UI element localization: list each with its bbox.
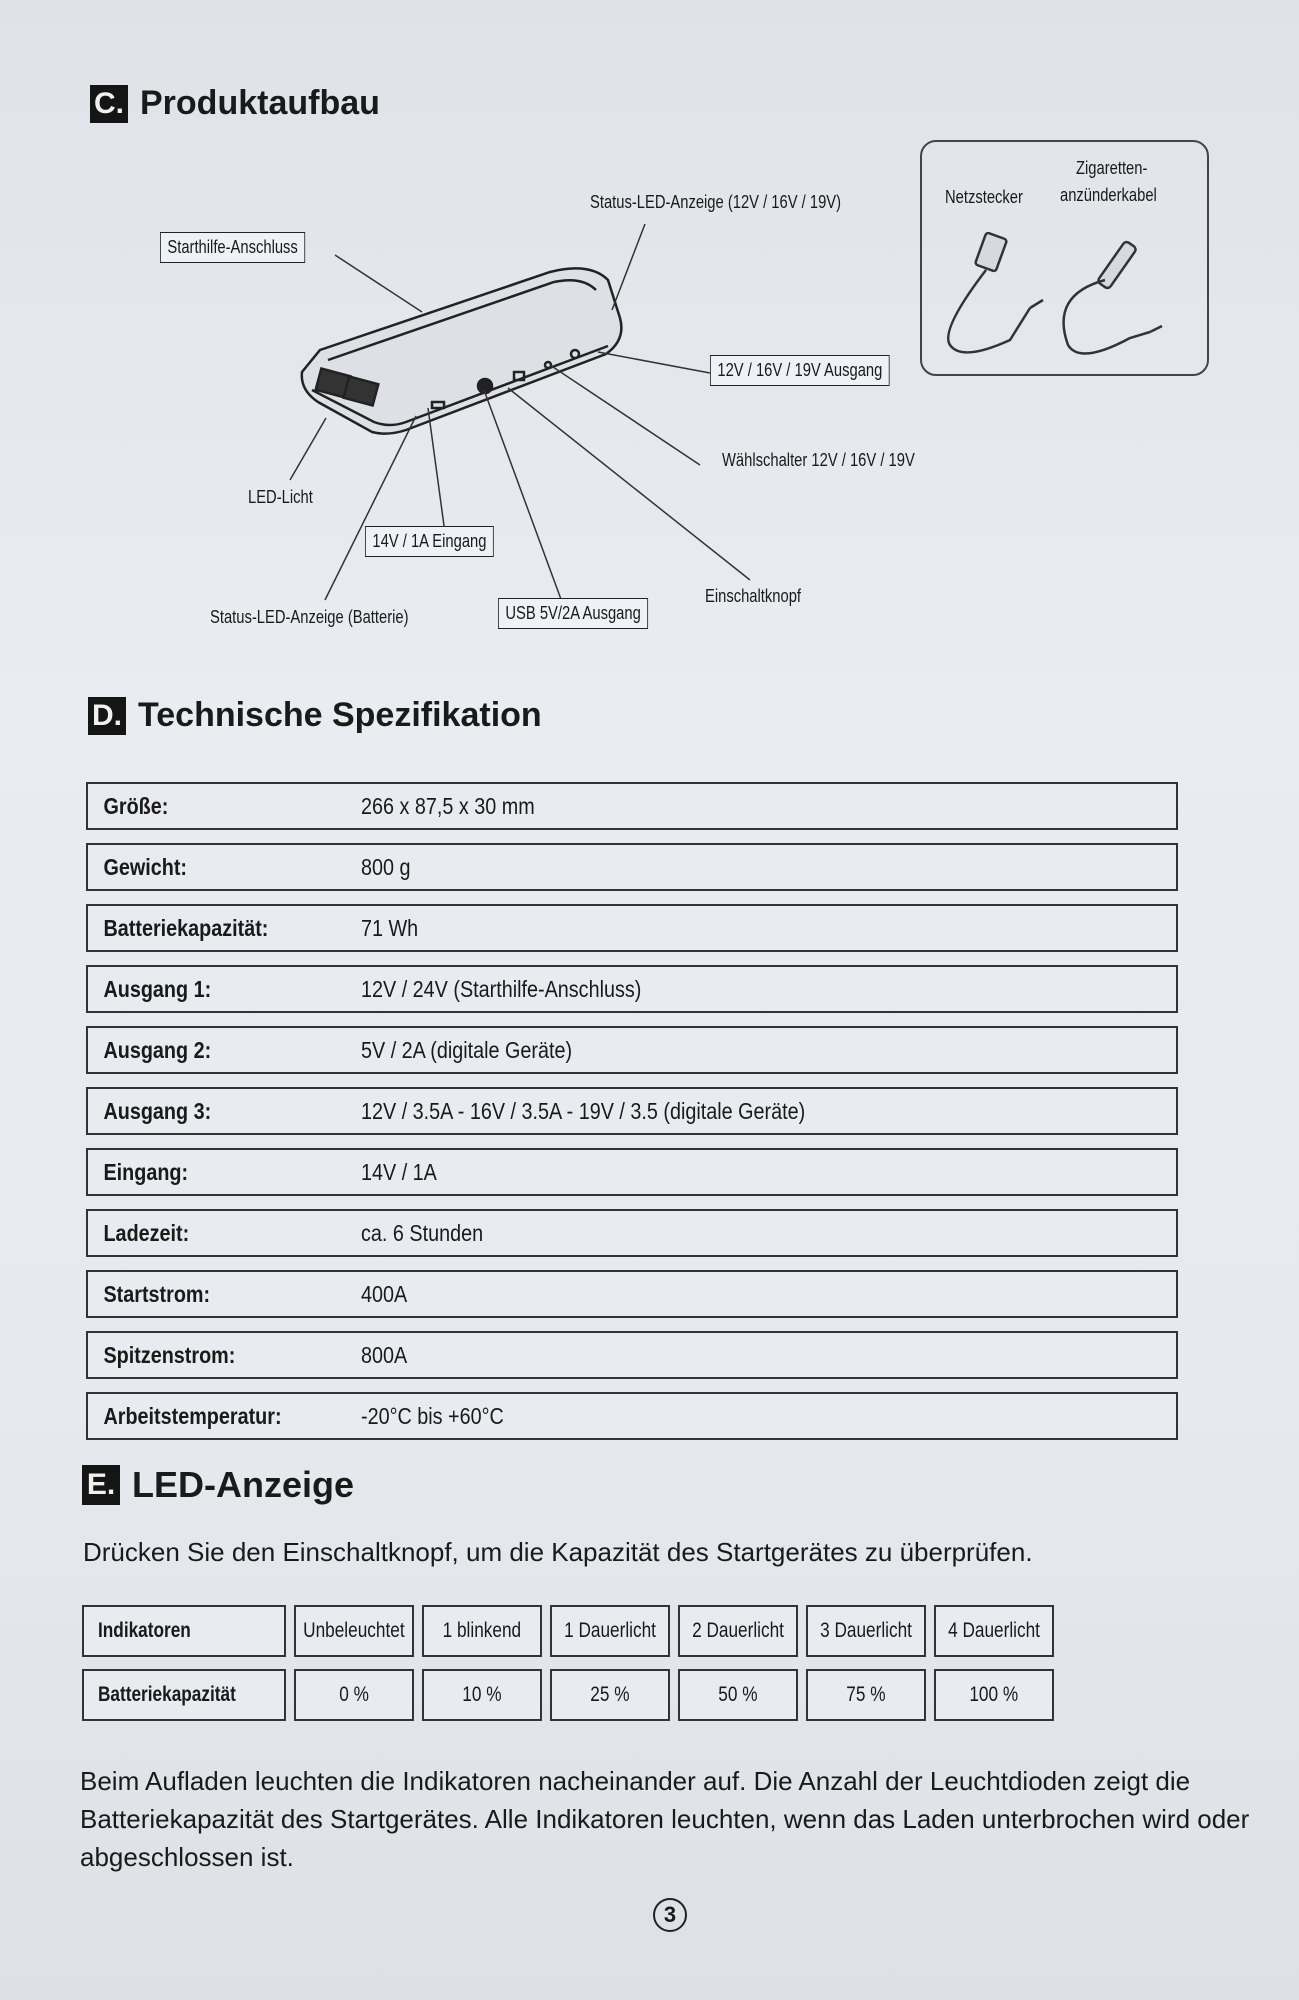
spec-key: Ausgang 2: <box>103 1036 212 1063</box>
section-c-letter: C. <box>90 85 128 123</box>
indicator-cell: Unbeleuchtet <box>294 1605 414 1657</box>
section-d-title: Technische Spezifikation <box>138 696 542 734</box>
section-e-letter: E. <box>82 1465 120 1505</box>
capacity-cell: 10 % <box>422 1669 542 1721</box>
spec-value: 400A <box>361 1280 408 1307</box>
section-d-heading <box>88 696 542 735</box>
spec-key: Größe: <box>103 792 169 819</box>
indicator-cell: 3 Dauerlicht <box>806 1605 926 1657</box>
section-d-letter: D. <box>88 697 126 735</box>
spec-key: Spitzenstrom: <box>103 1341 236 1368</box>
jump-starter-drawing <box>302 268 622 433</box>
label-input-14v: 14V / 1A Eingang <box>365 526 494 557</box>
spec-value: ca. 6 Stunden <box>361 1219 484 1246</box>
spec-key: Arbeitstemperatur: <box>103 1402 282 1429</box>
spec-row <box>86 1087 1178 1135</box>
indicator-cell: 1 blinkend <box>422 1605 542 1657</box>
capacity-cell: 50 % <box>678 1669 798 1721</box>
label-selector-switch: Wählschalter 12V / 16V / 19V <box>722 450 915 470</box>
spec-value: 266 x 87,5 x 30 mm <box>361 792 535 819</box>
label-led-light: LED-Licht <box>248 487 313 507</box>
label-starthilfe-anschluss: Starthilfe-Anschluss <box>160 232 305 263</box>
section-e-title: LED-Anzeige <box>132 1464 355 1505</box>
indicator-cell: 4 Dauerlicht <box>934 1605 1054 1657</box>
spec-key: Batteriekapazität: <box>103 914 269 941</box>
led-note-text: Beim Aufladen leuchten die Indikatoren nacheinander auf. Die Anzahl der Leuchtdioden zeigt die Batteriekapazität des Startgerätes. Alle Indikatoren leuchten, wenn das Laden unterbrochen wird oder abgeschlossen ist. <box>80 1766 1250 1872</box>
capacity-cell: 75 % <box>806 1669 926 1721</box>
capacity-cell: 0 % <box>294 1669 414 1721</box>
spec-row <box>86 1209 1178 1257</box>
led-table <box>82 1605 1062 1733</box>
spec-value: 12V / 3.5A - 16V / 3.5A - 19V / 3.5 (digitale Geräte) <box>361 1097 806 1124</box>
label-power-button: Einschaltknopf <box>705 586 802 606</box>
label-status-led-top: Status-LED-Anzeige (12V / 16V / 19V) <box>590 192 842 212</box>
spec-row <box>86 965 1178 1013</box>
spec-key: Ladezeit: <box>103 1219 190 1246</box>
section-c-title: Produktaufbau <box>140 84 380 122</box>
label-usb-output: USB 5V/2A Ausgang <box>498 598 648 629</box>
spec-row <box>86 904 1178 952</box>
spec-value: 14V / 1A <box>361 1158 437 1185</box>
spec-key: Startstrom: <box>103 1280 211 1307</box>
spec-table <box>86 782 1178 1453</box>
label-status-led-battery: Status-LED-Anzeige (Batterie) <box>210 607 409 627</box>
spec-key: Gewicht: <box>103 853 188 880</box>
accessories-box <box>920 140 1209 376</box>
spec-key: Eingang: <box>103 1158 189 1185</box>
spec-key: Ausgang 3: <box>103 1097 212 1124</box>
spec-row <box>86 1148 1178 1196</box>
spec-row <box>86 1331 1178 1379</box>
led-intro-text: Drücken Sie den Einschaltknopf, um die Kapazität des Startgerätes zu überprüfen. <box>83 1537 1033 1567</box>
spec-value: 12V / 24V (Starthilfe-Anschluss) <box>361 975 642 1002</box>
spec-value: 71 Wh <box>361 914 419 941</box>
capacity-header: Batteriekapazität <box>82 1669 286 1721</box>
led-indicator-row <box>82 1605 1062 1657</box>
label-zigaretten-line2: anzünderkabel <box>1060 185 1157 205</box>
page-number: 3 <box>653 1898 687 1932</box>
spec-value: 800 g <box>361 853 411 880</box>
indicator-cell: 1 Dauerlicht <box>550 1605 670 1657</box>
indicators-header: Indikatoren <box>82 1605 286 1657</box>
section-c-heading <box>90 84 380 123</box>
section-e-heading <box>82 1464 354 1506</box>
spec-value: -20°C bis +60°C <box>361 1402 504 1429</box>
indicator-cell: 2 Dauerlicht <box>678 1605 798 1657</box>
spec-value: 800A <box>361 1341 408 1368</box>
spec-row <box>86 782 1178 830</box>
spec-row <box>86 1270 1178 1318</box>
capacity-cell: 25 % <box>550 1669 670 1721</box>
spec-row <box>86 1026 1178 1074</box>
label-zigaretten-line1: Zigaretten- <box>1076 158 1148 178</box>
spec-row <box>86 843 1178 891</box>
spec-row <box>86 1392 1178 1440</box>
spec-key: Ausgang 1: <box>103 975 212 1002</box>
led-capacity-row <box>82 1669 1062 1721</box>
label-netzstecker: Netzstecker <box>945 187 1023 207</box>
spec-value: 5V / 2A (digitale Geräte) <box>361 1036 573 1063</box>
capacity-cell: 100 % <box>934 1669 1054 1721</box>
label-output-12-16-19: 12V / 16V / 19V Ausgang <box>710 355 890 386</box>
product-diagram <box>150 140 1210 660</box>
